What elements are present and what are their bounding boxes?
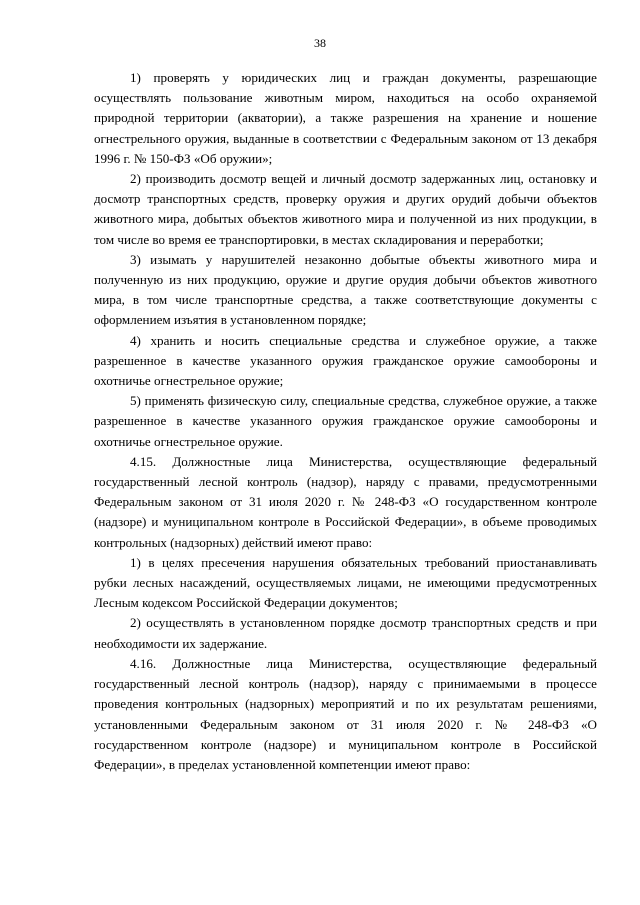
paragraph-right-check-documents: 1) проверять у юридических лиц и граждан документы, разрешающие осуществлять пользование животным миром, находиться на особо охраняемой природной территории (акватории), а также разрешения на хранение и ношение огнестрельного оружия, выданные в соответствии с Федеральным законом от 13 декабря 1996 г. № 150-ФЗ «Об оружии»;: [94, 70, 597, 166]
paragraph-right-vehicle-inspection: 2) осуществлять в установленном порядке досмотр транспортных средств и при необходимости их задержание.: [94, 615, 597, 651]
paragraph-right-seize: 3) изымать у нарушителей незаконно добытые объекты животного мира и полученную из них продукцию, оружие и другие орудия добычи объектов животного мира, в том числе транспортные средства, а также соответствующие документы с оформлением изъятия в установленном порядке;: [94, 251, 597, 328]
paragraph-right-use-force: 5) применять физическую силу, специальные средства, служебное оружие, а также разрешенное в качестве указанного оружия гражданское оружие самообороны и охотничье огнестрельное оружие.: [94, 393, 597, 449]
paragraph-section-4-15: 4.15. Должностные лица Министерства, осуществляющие федеральный государственный лесной контроль (надзор), наряду с правами, предусмотренными Федеральным законом от 31 июля 2020 г. № 248-ФЗ «О государственном контроле (надзоре) и муниципальном контроле в Российской Федерации», в объеме проводимых контрольных (надзорных) действий имеют право:: [94, 453, 597, 550]
paragraph-right-inspection: 2) производить досмотр вещей и личный досмотр задержанных лиц, остановку и досмотр транспортных средств, проверку оружия и других орудий добычи объектов животного мира, добытых объектов животного мира и полученной из них продукции, в том числе во время ее транспортировки, в местах складирования и переработки;: [94, 171, 597, 247]
paragraph-section-4-16: 4.16. Должностные лица Министерства, осуществляющие федеральный государственный лесной контроль (надзор), наряду с принимаемыми в процессе проведения контрольных (надзорных) мероприятий и по их результатам решениями, установленными Федеральным законом от 31 июля 2020 г. № 248-ФЗ «О государственном контроле (надзоре) и муниципальном контроле в Российской Федерации», в пределах установленной компетенции имеют право:: [94, 655, 597, 772]
document-body: [94, 68, 597, 775]
page-number: 38: [314, 36, 326, 50]
paragraph-right-suspend-logging: 1) в целях пресечения нарушения обязательных требований приостанавливать рубки лесных насаждений, осуществляемых лицами, не имеющими предусмотренных Лесным кодексом Российской Федерации документов;: [94, 554, 597, 611]
paragraph-right-carry-weapons: 4) хранить и носить специальные средства и служебное оружие, а также разрешенное в качестве указанного оружия гражданское оружие самообороны и охотничье огнестрельное оружие;: [94, 332, 597, 389]
